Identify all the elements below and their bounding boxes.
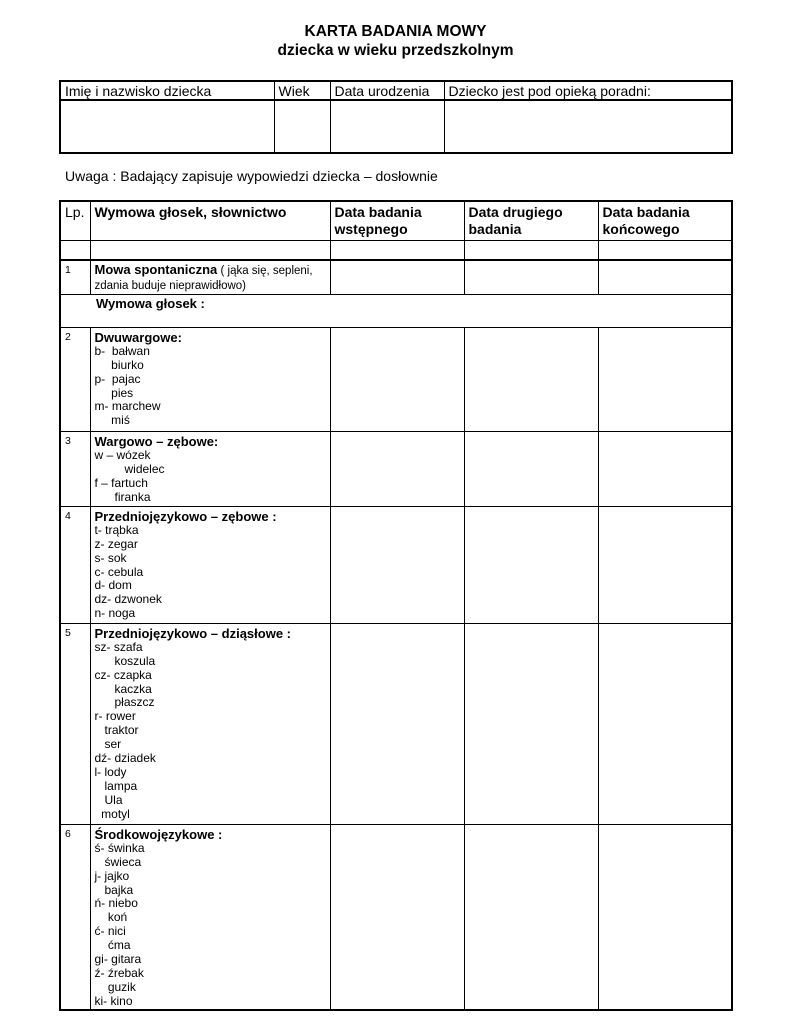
exam-cell[interactable] bbox=[464, 431, 598, 506]
row-description bbox=[90, 327, 330, 431]
word-item: bajka bbox=[94, 882, 134, 897]
header-second-exam: Data drugiego badania bbox=[464, 201, 598, 241]
word-item: firanka bbox=[94, 489, 151, 504]
exam-cell[interactable] bbox=[464, 260, 598, 294]
row-number: 2 bbox=[60, 327, 90, 431]
child-info-table bbox=[59, 80, 733, 154]
exam-cell[interactable] bbox=[330, 506, 464, 623]
exam-cell[interactable] bbox=[598, 623, 732, 824]
exam-cell[interactable] bbox=[598, 506, 732, 623]
header-description: Wymowa głosek, słownictwo bbox=[90, 201, 330, 241]
row-number: 1 bbox=[60, 260, 90, 294]
word-item: w – wózek bbox=[94, 447, 151, 462]
row-description bbox=[90, 431, 330, 506]
word-item: p- pajac bbox=[94, 371, 141, 386]
word-item: j- jajko bbox=[94, 868, 130, 883]
row-title: Wargowo – zębowe: bbox=[94, 433, 219, 449]
exam-cell[interactable] bbox=[330, 824, 464, 1010]
word-item: m- marchew bbox=[94, 399, 161, 414]
header-child-name: Imię i nazwisko dziecka bbox=[60, 81, 274, 100]
word-item: płaszcz bbox=[94, 695, 155, 710]
header-blank bbox=[90, 241, 330, 261]
exam-cell[interactable] bbox=[598, 431, 732, 506]
final-exam-date-field[interactable] bbox=[598, 241, 732, 261]
row-number: 5 bbox=[60, 623, 90, 824]
document-title: KARTA BADANIA MOWY bbox=[304, 23, 487, 40]
word-item: miś bbox=[94, 413, 130, 428]
row-title: Przedniojęzykowo – dziąsłowe : bbox=[94, 625, 291, 641]
row-number: 4 bbox=[60, 506, 90, 623]
word-item: ki- kino bbox=[94, 993, 133, 1008]
birth-date-field[interactable] bbox=[330, 100, 444, 153]
word-item: sz- szafa bbox=[94, 639, 143, 654]
clinic-care-field[interactable] bbox=[444, 100, 732, 153]
word-item: cz- czapka bbox=[94, 667, 152, 682]
word-item: r- rower bbox=[94, 709, 136, 724]
word-item: ź- źrebak bbox=[94, 965, 144, 980]
exam-cell[interactable] bbox=[598, 327, 732, 431]
word-item: traktor bbox=[94, 723, 139, 738]
word-item: gi- gitara bbox=[94, 952, 142, 967]
word-item: c- cebula bbox=[94, 564, 144, 579]
section-label: Wymowa głosek : bbox=[96, 295, 205, 311]
exam-cell[interactable] bbox=[598, 824, 732, 1010]
exam-cell[interactable] bbox=[330, 623, 464, 824]
word-item: z- zegar bbox=[94, 536, 138, 551]
word-item: lampa bbox=[94, 778, 138, 793]
speech-exam-table bbox=[59, 200, 733, 1011]
word-item: n- noga bbox=[94, 606, 136, 621]
word-item: ćma bbox=[94, 938, 131, 953]
word-item: dz- dzwonek bbox=[94, 592, 162, 607]
header-initial-exam: Data badania wstępnego bbox=[330, 201, 464, 241]
word-item: koń bbox=[94, 910, 128, 925]
child-name-field[interactable] bbox=[60, 100, 274, 153]
row-title: Mowa spontaniczna bbox=[94, 262, 218, 277]
exam-cell[interactable] bbox=[464, 824, 598, 1010]
exam-cell[interactable] bbox=[598, 260, 732, 294]
second-exam-date-field[interactable] bbox=[464, 241, 598, 261]
row-description bbox=[90, 623, 330, 824]
instruction-note: Uwaga : Badający zapisuje wypowiedzi dziecka – dosłownie bbox=[65, 168, 438, 184]
row-description bbox=[90, 506, 330, 623]
word-item: ń- niebo bbox=[94, 896, 138, 911]
word-item: ś- świnka bbox=[94, 840, 145, 855]
row-title: Środkowojęzykowe : bbox=[94, 826, 223, 842]
word-item: pies bbox=[94, 385, 134, 400]
word-item: l- lody bbox=[94, 764, 127, 779]
row-title: Przedniojęzykowo – zębowe : bbox=[94, 508, 277, 524]
exam-cell[interactable] bbox=[464, 623, 598, 824]
word-item: t- trąbka bbox=[94, 522, 139, 537]
exam-cell[interactable] bbox=[330, 431, 464, 506]
row-number: 6 bbox=[60, 824, 90, 1010]
exam-cell[interactable] bbox=[330, 260, 464, 294]
document-subtitle: dziecka w wieku przedszkolnym bbox=[277, 42, 514, 59]
row-title: Dwuwargowe: bbox=[94, 329, 182, 345]
word-item: Ula bbox=[94, 792, 123, 807]
word-item: biurko bbox=[94, 357, 144, 372]
header-final-exam: Data badania końcowego bbox=[598, 201, 732, 241]
word-item: świeca bbox=[94, 854, 142, 869]
header-clinic-care: Dziecko jest pod opieką poradni: bbox=[444, 81, 732, 100]
age-field[interactable] bbox=[274, 100, 330, 153]
row-number: 3 bbox=[60, 431, 90, 506]
header-age: Wiek bbox=[274, 81, 330, 100]
exam-cell[interactable] bbox=[330, 327, 464, 431]
word-item: b- bałwan bbox=[94, 343, 150, 358]
word-item: dź- dziadek bbox=[94, 751, 156, 766]
row-description bbox=[90, 260, 330, 294]
word-item: guzik bbox=[94, 979, 136, 994]
word-item: d- dom bbox=[94, 578, 132, 593]
word-item: koszula bbox=[94, 653, 156, 668]
header-lp: Lp. bbox=[60, 201, 90, 241]
word-item: f – fartuch bbox=[94, 475, 148, 490]
row-description bbox=[90, 824, 330, 1010]
header-birth-date: Data urodzenia bbox=[330, 81, 444, 100]
word-item: motyl bbox=[94, 806, 130, 821]
word-item: s- sok bbox=[94, 550, 127, 565]
initial-exam-date-field[interactable] bbox=[330, 241, 464, 261]
word-item: kaczka bbox=[94, 681, 152, 696]
exam-cell[interactable] bbox=[464, 506, 598, 623]
word-item: ć- nici bbox=[94, 924, 126, 939]
row-detail: ( jąka się, sepleni, zdania buduje nieprawidłowo) bbox=[94, 265, 313, 292]
word-item: widelec bbox=[94, 461, 165, 476]
exam-cell[interactable] bbox=[464, 327, 598, 431]
header-blank bbox=[60, 241, 90, 261]
section-row bbox=[60, 294, 732, 327]
word-item: ser bbox=[94, 737, 122, 752]
